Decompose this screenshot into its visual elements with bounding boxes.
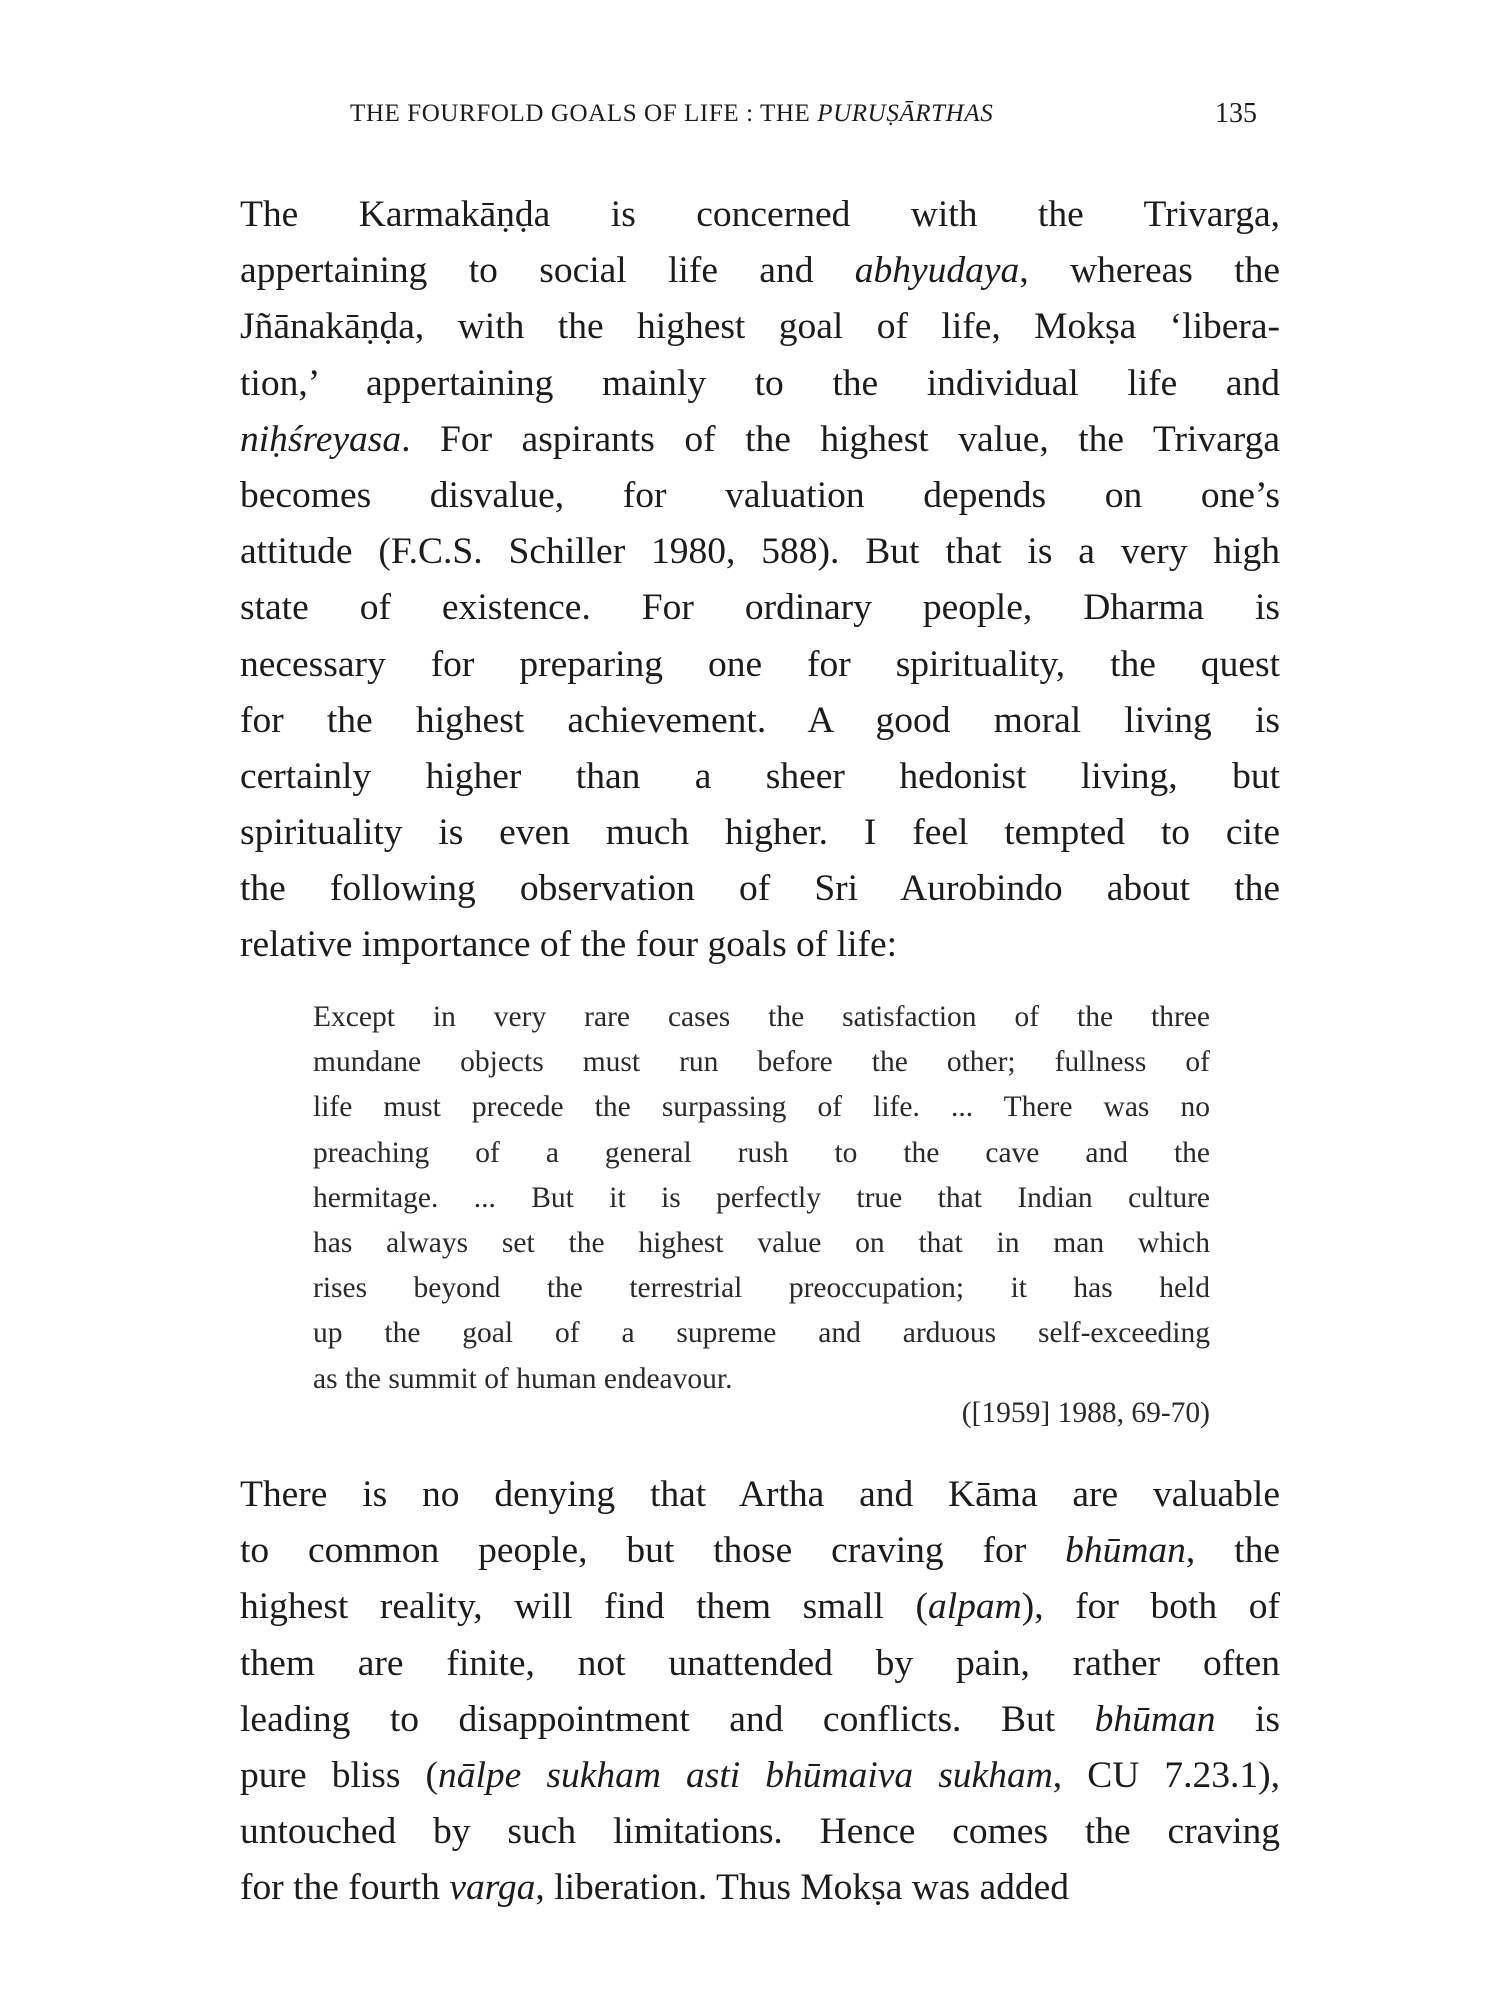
text-line: the following observation of Sri Aurobindo about the (240, 868, 1280, 910)
text-line: for the fourth varga, liberation. Thus Mokṣa was added (240, 1867, 1070, 1909)
text-line: The Karmakāṇḍa is concerned with the Trivarga, (240, 194, 1280, 235)
text-line: pure bliss (nālpe sukham asti bhūmaiva sukham, CU 7.23.1), (240, 1754, 1280, 1796)
quote-line: rises beyond the terrestrial preoccupation; it has held (313, 1272, 1210, 1305)
quote-line: has always set the highest value on that in man which (313, 1226, 1210, 1259)
text-line: tion,’ appertaining mainly to the individual life and (240, 362, 1280, 404)
text-line: appertaining to social life and abhyudaya, whereas the (240, 250, 1280, 292)
quote-line: up the goal of a supreme and arduous self-exceeding (313, 1317, 1210, 1350)
block-quote (313, 995, 1210, 1402)
quote-line: preaching of a general rush to the cave and the (313, 1136, 1210, 1169)
page-number: 135 (1215, 98, 1257, 129)
quote-line: life must precede the surpassing of life. ... There was no (313, 1091, 1210, 1124)
text-line: to common people, but those craving for bhūman, the (240, 1530, 1280, 1572)
text-line: spirituality is even much higher. I feel tempted to cite (240, 812, 1280, 854)
text-line: for the highest achievement. A good moral living is (240, 699, 1280, 741)
paragraph-1 (240, 187, 1280, 974)
text-line: necessary for preparing one for spirituality, the quest (240, 643, 1280, 685)
quote-line: as the summit of human endeavour. (313, 1362, 733, 1395)
text-line: them are finite, not unattended by pain, rather often (240, 1642, 1280, 1684)
quote-line: Except in very rare cases the satisfaction of the three (313, 1001, 1210, 1033)
text-line: highest reality, will find them small (alpam), for both of (240, 1586, 1280, 1628)
running-title-main: THE FOURFOLD GOALS OF LIFE : THE (350, 100, 818, 127)
text-line: state of existence. For ordinary people, Dharma is (240, 587, 1280, 629)
text-line: leading to disappointment and conflicts. But bhūman is (240, 1698, 1280, 1740)
quote-citation: ([1959] 1988, 69-70) (961, 1397, 1210, 1429)
text-line: certainly higher than a sheer hedonist living, but (240, 755, 1280, 797)
text-line: Jñānakāṇḍa, with the highest goal of life, Mokṣa ‘libera- (240, 306, 1280, 348)
quote-line: mundane objects must run before the other; fullness of (313, 1046, 1210, 1079)
text-line: becomes disvalue, for valuation depends on one’s (240, 474, 1280, 516)
text-line: relative importance of the four goals of life: (240, 924, 898, 966)
paragraph-2 (240, 1467, 1280, 1917)
text-line: attitude (F.C.S. Schiller 1980, 588). But that is a very high (240, 531, 1280, 573)
text-line: niḥśreyasa. For aspirants of the highest value, the Trivarga (240, 418, 1280, 460)
running-title-italic: PURUṢĀRTHAS (817, 100, 994, 127)
text-line: untouched by such limitations. Hence comes the craving (240, 1811, 1280, 1853)
running-head (350, 100, 1270, 128)
quote-line: hermitage. ... But it is perfectly true that Indian culture (313, 1181, 1210, 1214)
text-line: There is no denying that Artha and Kāma are valuable (240, 1474, 1280, 1515)
